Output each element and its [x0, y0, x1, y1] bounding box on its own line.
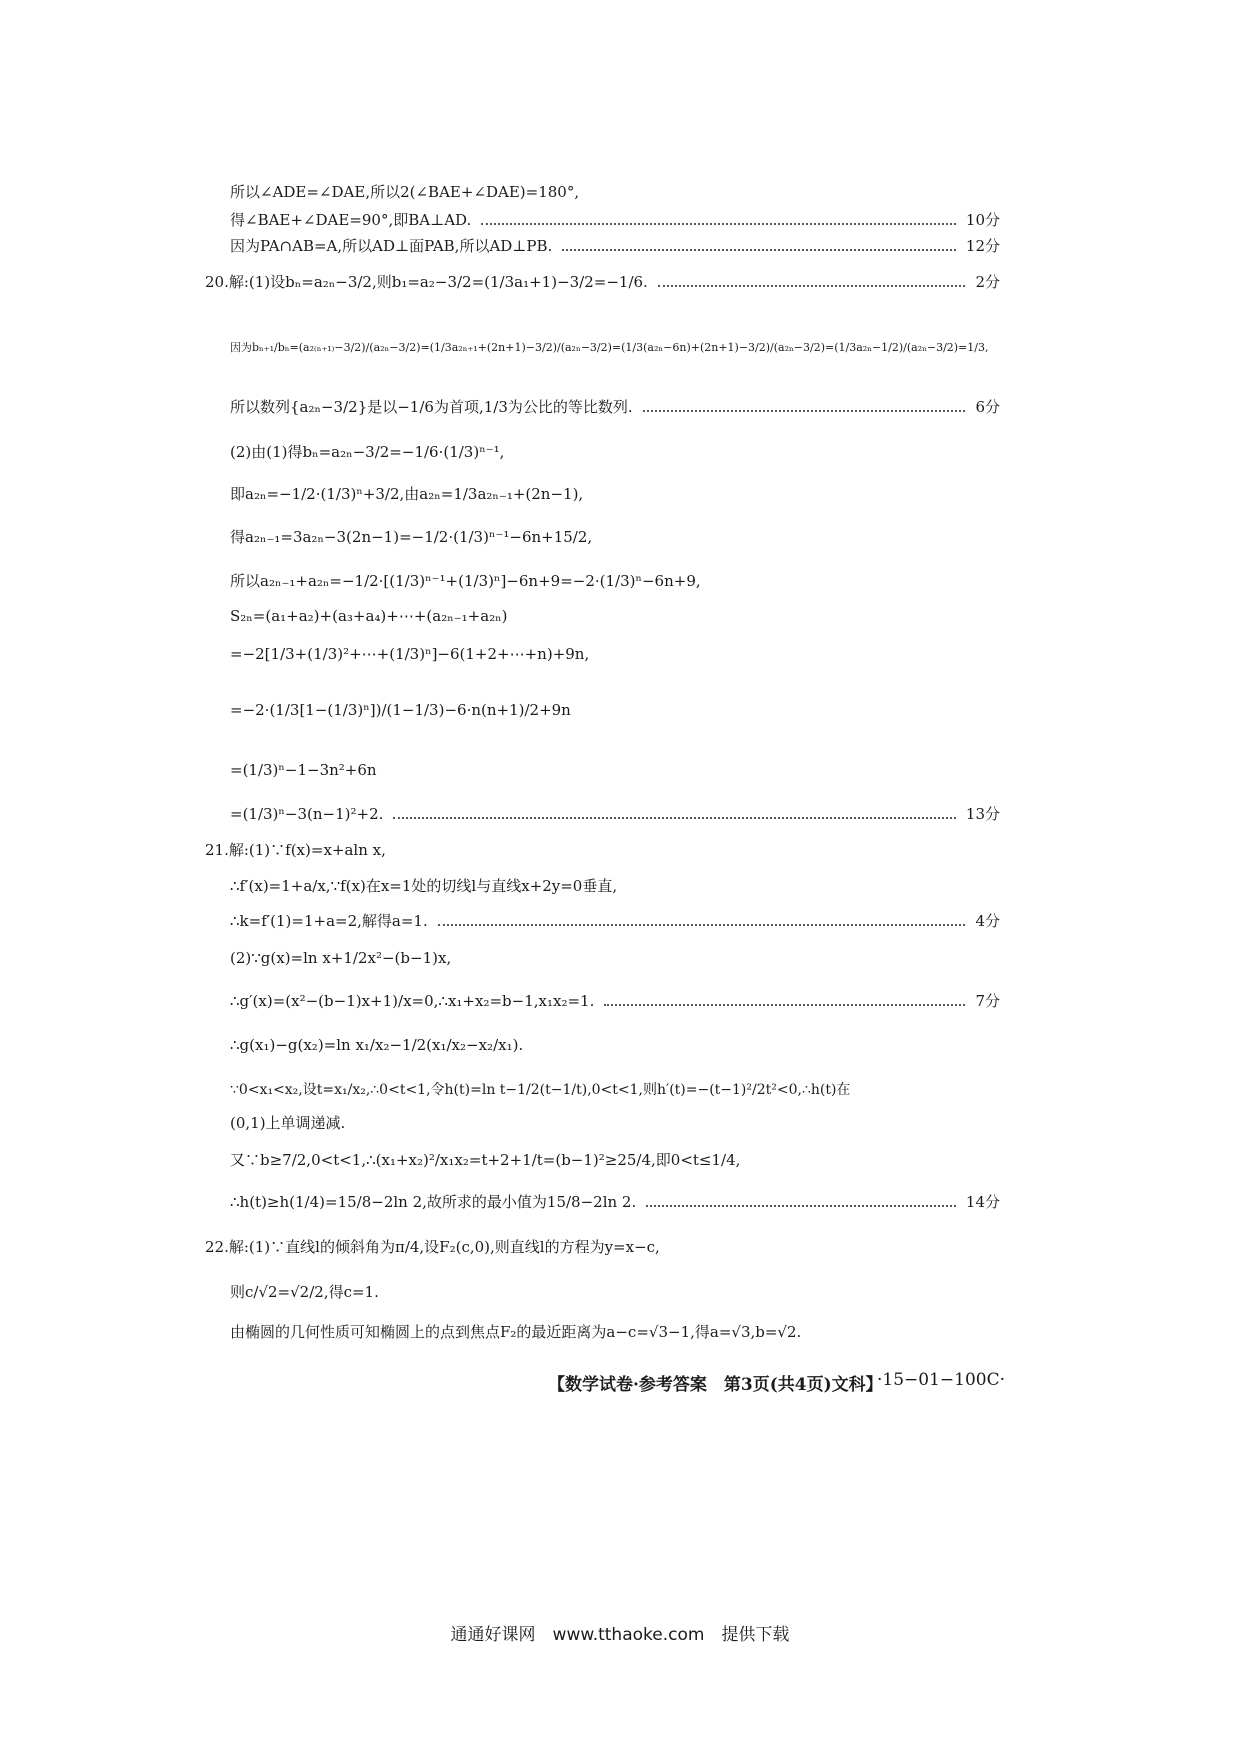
text-line: [230, 700, 1000, 720]
score-label: 6分: [975, 398, 1000, 416]
text-line: [230, 804, 1000, 824]
dot-leader: [438, 924, 966, 926]
text-line: [205, 1237, 1000, 1257]
text-line: [230, 606, 1000, 626]
line-text: ∴f′(x)=1+a/x,∵f(x)在x=1处的切线l与直线x+2y=0垂直,: [230, 877, 618, 895]
download-note: 通通好课网 www.tthaoke.com 提供下载: [450, 1625, 790, 1645]
text-line: [230, 210, 1000, 230]
line-text: 所以数列{a₂ₙ−3/2}是以−1/6为首项,1/3为公比的等比数列.: [230, 398, 633, 416]
page-footer-code: ·15−01−100C·: [877, 1370, 1006, 1390]
text-line: [230, 397, 1000, 417]
line-text: 得a₂ₙ₋₁=3a₂ₙ−3(2n−1)=−1/2·(1/3)ⁿ⁻¹−6n+15/2,: [230, 528, 593, 546]
line-text: 因为bₙ₊₁/bₙ=(a₂₍ₙ₊₁₎−3/2)/(a₂ₙ−3/2)=(1/3a₂ₙ₊₁+(2n+1)−3/2)/(a₂ₙ−3/2)=(1/3(a₂ₙ−6n)+(2n+1)−3/2)/(a₂ₙ−3/2)=(1/3a₂ₙ−1/2)/(a₂ₙ−3/2)=1/3,: [230, 341, 989, 354]
line-text: ∴g′(x)=(x²−(b−1)x+1)/x=0,∴x₁+x₂=b−1,x₁x₂=1.: [230, 992, 595, 1010]
text-line: [230, 1080, 1000, 1100]
line-text: 因为PA∩AB=A,所以AD⊥面PAB,所以AD⊥PB.: [230, 237, 553, 255]
line-text: 所以a₂ₙ₋₁+a₂ₙ=−1/2·[(1/3)ⁿ⁻¹+(1/3)ⁿ]−6n+9=−2·(1/3)ⁿ−6n+9,: [230, 572, 701, 590]
line-text: 又∵b≥7/2,0<t<1,∴(x₁+x₂)²/x₁x₂=t+2+1/t=(b−1)²≥25/4,即0<t≤1/4,: [230, 1151, 741, 1169]
line-text: S₂ₙ=(a₁+a₂)+(a₃+a₄)+⋯+(a₂ₙ₋₁+a₂ₙ): [230, 607, 508, 625]
text-line: [230, 991, 1000, 1011]
text-line: [230, 338, 1000, 358]
text-line: [230, 571, 1000, 591]
line-text: ∴g(x₁)−g(x₂)=ln x₁/x₂−1/2(x₁/x₂−x₂/x₁).: [230, 1036, 524, 1054]
text-line: [230, 442, 1000, 462]
line-text: ∴k=f′(1)=1+a=2,解得a=1.: [230, 912, 428, 930]
text-line: [230, 644, 1000, 664]
line-text: =−2[1/3+(1/3)²+⋯+(1/3)ⁿ]−6(1+2+⋯+n)+9n,: [230, 645, 590, 663]
line-text: =(1/3)ⁿ−1−3n²+6n: [230, 761, 377, 779]
text-line: [230, 1322, 1000, 1342]
line-text: (0,1)上单调递减.: [230, 1114, 346, 1132]
score-label: 14分: [965, 1193, 1000, 1211]
score-label: 10分: [965, 211, 1000, 229]
page-footer-title: 【数学试卷·参考答案 第3页(共4页)文科】: [548, 1375, 883, 1395]
text-line: [230, 236, 1000, 256]
line-text: ∴h(t)≥h(1/4)=15/8−2ln 2,故所求的最小值为15/8−2ln 2.: [230, 1193, 637, 1211]
line-text: 22.解:(1)∵直线l的倾斜角为π/4,设F₂(c,0),则直线l的方程为y=x−c,: [205, 1238, 660, 1256]
line-text: 21.解:(1)∵f(x)=x+aln x,: [205, 841, 386, 859]
text-line: [230, 1035, 1000, 1055]
dot-leader: [393, 817, 956, 819]
text-line: [230, 876, 1000, 896]
dot-leader: [481, 223, 956, 225]
dot-leader: [658, 285, 966, 287]
text-line: [205, 840, 1000, 860]
text-line: [205, 272, 1000, 292]
text-line: [230, 1113, 1000, 1133]
line-text: 得∠BAE+∠DAE=90°,即BA⊥AD.: [230, 211, 472, 229]
score-label: 13分: [965, 805, 1000, 823]
line-text: ∵0<x₁<x₂,设t=x₁/x₂,∴0<t<1,令h(t)=ln t−1/2(t−1/t),0<t<1,则h′(t)=−(t−1)²/2t²<0,∴h(t)在: [230, 1082, 851, 1098]
text-line: [230, 182, 1000, 202]
line-text: =(1/3)ⁿ−3(n−1)²+2.: [230, 805, 384, 823]
line-text: (2)由(1)得bₙ=a₂ₙ−3/2=−1/6·(1/3)ⁿ⁻¹,: [230, 443, 505, 461]
dot-leader: [643, 410, 966, 412]
line-text: =−2·(1/3[1−(1/3)ⁿ])/(1−1/3)−6·n(n+1)/2+9n: [230, 701, 571, 719]
score-label: 12分: [965, 237, 1000, 255]
text-line: [230, 1150, 1000, 1170]
text-line: [230, 948, 1000, 968]
line-text: 所以∠ADE=∠DAE,所以2(∠BAE+∠DAE)=180°,: [230, 183, 580, 201]
dot-leader: [562, 249, 956, 251]
text-line: [230, 1192, 1000, 1212]
text-line: [230, 1282, 1000, 1302]
line-text: 即a₂ₙ=−1/2·(1/3)ⁿ+3/2,由a₂ₙ=1/3a₂ₙ₋₁+(2n−1),: [230, 485, 584, 503]
score-label: 7分: [975, 992, 1000, 1010]
text-line: [230, 527, 1000, 547]
score-label: 2分: [975, 273, 1000, 291]
text-line: [230, 484, 1000, 504]
text-line: [230, 911, 1000, 931]
line-text: 由椭圆的几何性质可知椭圆上的点到焦点F₂的最近距离为a−c=√3−1,得a=√3,b=√2.: [230, 1323, 802, 1341]
line-text: 则c/√2=√2/2,得c=1.: [230, 1283, 379, 1301]
dot-leader: [646, 1205, 956, 1207]
line-text: (2)∵g(x)=ln x+1/2x²−(b−1)x,: [230, 949, 452, 967]
dot-leader: [604, 1004, 965, 1006]
text-line: [230, 760, 1000, 780]
line-text: 20.解:(1)设bₙ=a₂ₙ−3/2,则b₁=a₂−3/2=(1/3a₁+1)−3/2=−1/6.: [205, 273, 648, 291]
score-label: 4分: [975, 912, 1000, 930]
